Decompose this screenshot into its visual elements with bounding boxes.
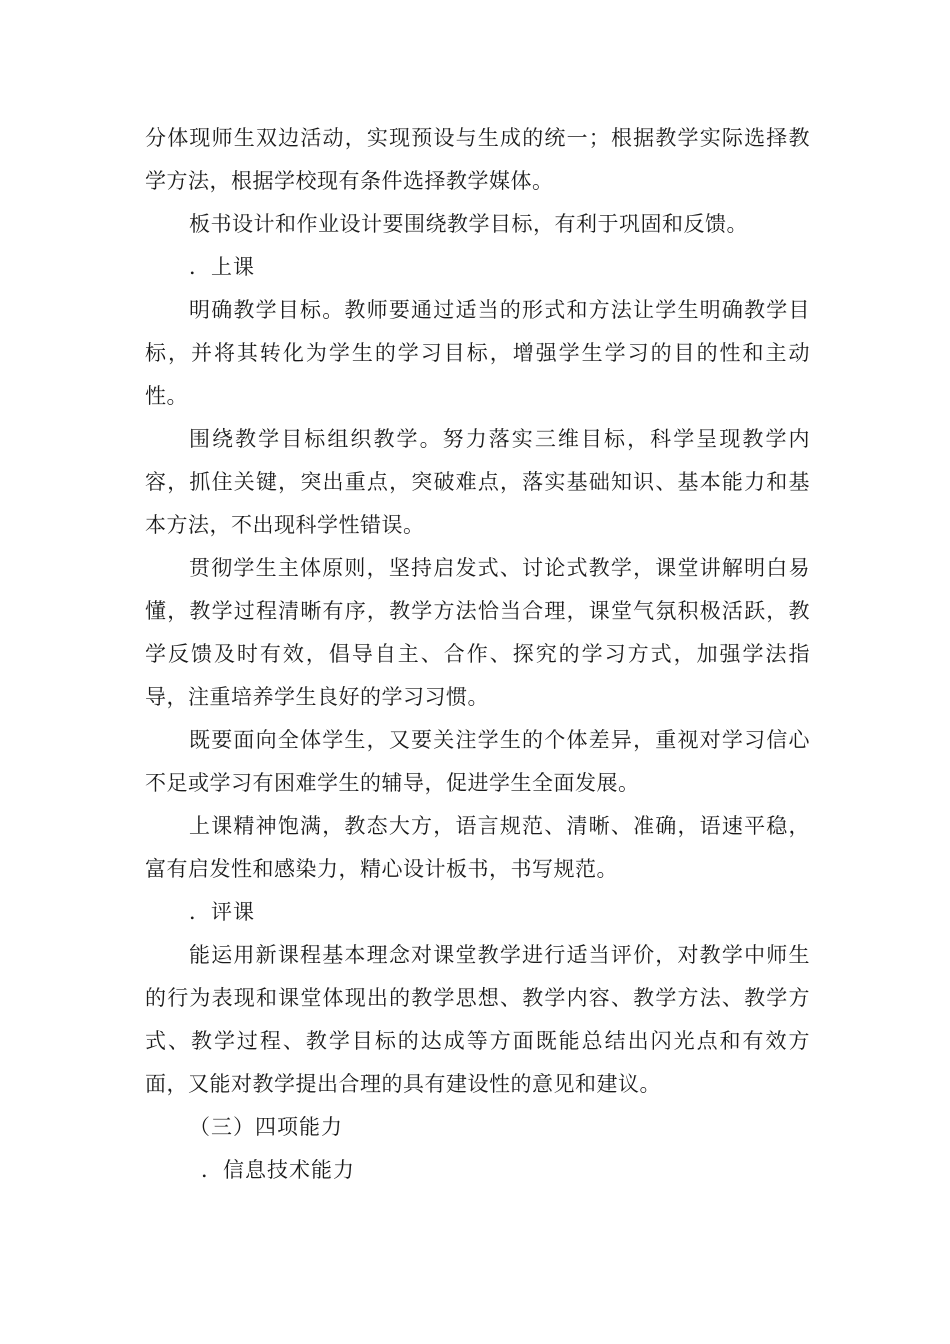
document-page xyxy=(145,117,810,1192)
heading-evaluation: ．评课 xyxy=(189,900,255,924)
paragraph-teaching-goals: 明确教学目标。教师要通过适当的形式和方法让学生明确教学目标，并将其转化为学生的学习目标，增强学生学习的目的性和主动性。 xyxy=(145,298,810,408)
heading-it-ability: ．信息技术能力 xyxy=(201,1158,355,1182)
paragraph-organize-teaching: 围绕教学目标组织教学。努力落实三维目标，科学呈现教学内容，抓住关键，突出重点，突破难点，落实基础知识、基本能力和基本方法，不出现科学性错误。 xyxy=(145,427,810,537)
paragraph-lecture-manner: 上课精神饱满，教态大方，语言规范、清晰、准确，语速平稳，富有启发性和感染力，精心设计板书，书写规范。 xyxy=(145,814,810,881)
heading-lecture: ．上课 xyxy=(189,255,255,279)
paragraph-blackboard-homework: 板书设计和作业设计要围绕教学目标，有利于巩固和反馈。 xyxy=(189,212,748,236)
heading-four-abilities: （三）四项能力 xyxy=(189,1115,343,1139)
paragraph-continuation: 分体现师生双边活动，实现预设与生成的统一；根据教学实际选择教学方法，根据学校现有条件选择教学媒体。 xyxy=(145,126,810,193)
paragraph-evaluation: 能运用新课程基本理念对课堂教学进行适当评价，对教学中师生的行为表现和课堂体现出的教学思想、教学内容、教学方法、教学方式、教学过程、教学目标的达成等方面既能总结出闪光点和有效方面，又能对教学提出合理的具有建设性的意见和建议。 xyxy=(145,943,810,1096)
paragraph-all-students: 既要面向全体学生，又要关注学生的个体差异，重视对学习信心不足或学习有困难学生的辅导，促进学生全面发展。 xyxy=(145,728,810,795)
paragraph-student-subject: 贯彻学生主体原则，坚持启发式、讨论式教学，课堂讲解明白易懂，教学过程清晰有序，教学方法恰当合理，课堂气氛积极活跃，教学反馈及时有效，倡导自主、合作、探究的学习方式，加强学法指导，注重培养学生良好的学习习惯。 xyxy=(145,556,810,709)
